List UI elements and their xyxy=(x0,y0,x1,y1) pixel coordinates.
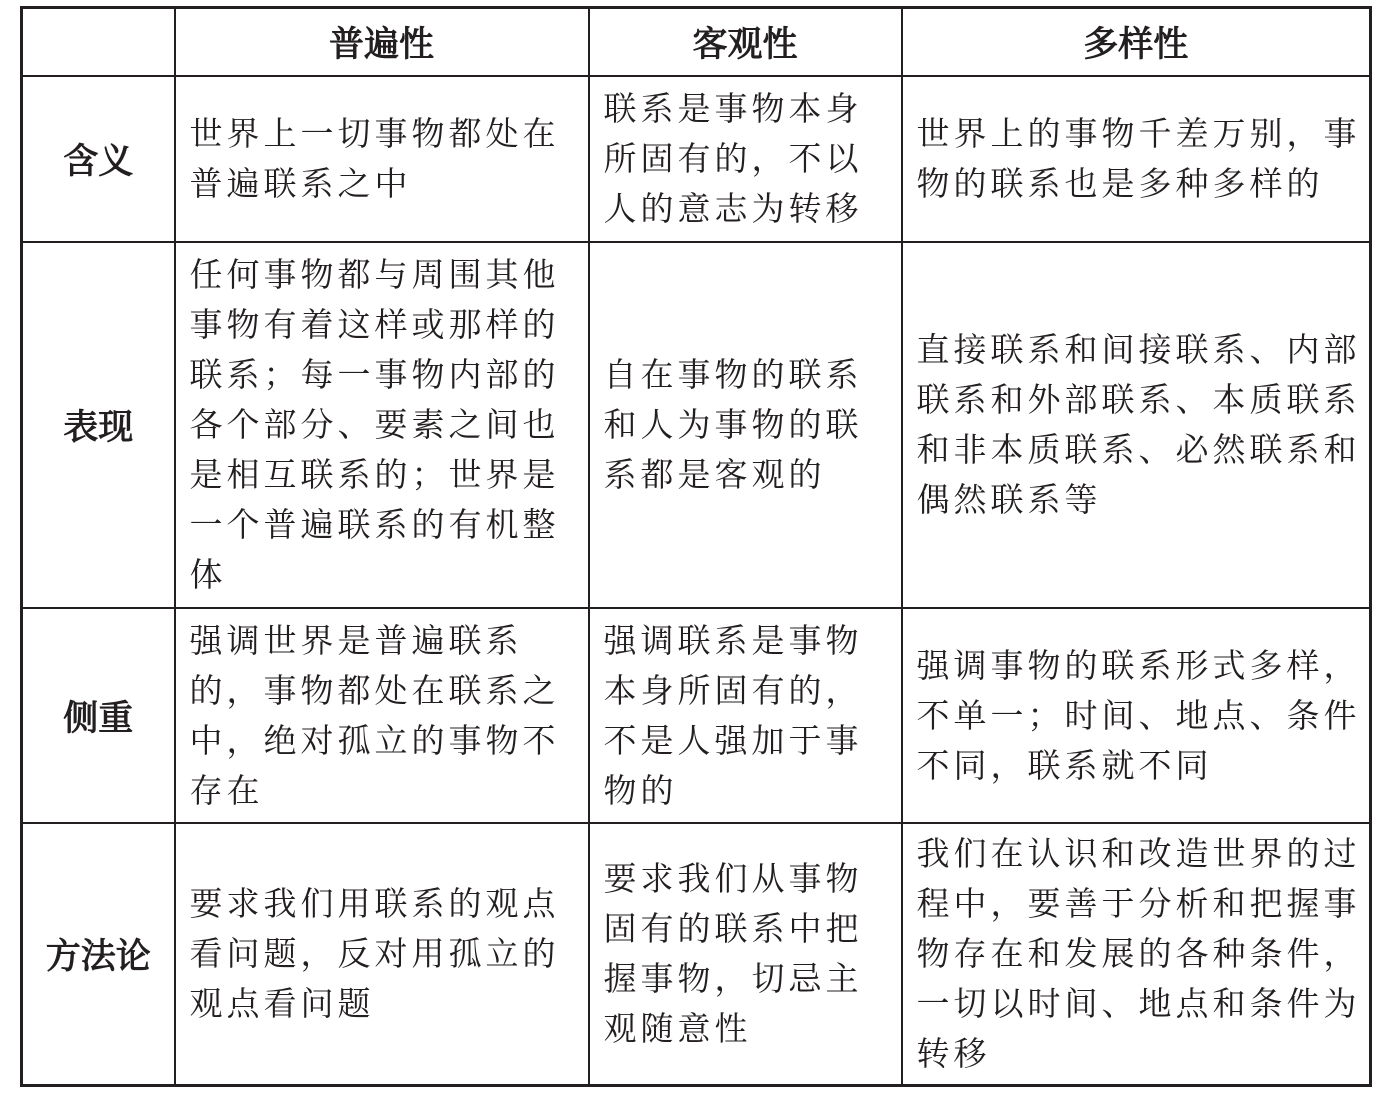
table-row-methodology xyxy=(22,823,1371,1085)
table-row-meaning xyxy=(22,76,1371,242)
table-row-emphasis xyxy=(22,608,1371,823)
column-header-objectivity: 客观性 xyxy=(589,8,902,77)
cell-manifestation-objectivity: 自在事物的联系和人为事物的联系都是客观的 xyxy=(589,242,902,608)
row-header-manifestation: 表现 xyxy=(22,242,175,608)
row-header-emphasis: 侧重 xyxy=(22,608,175,823)
header-row xyxy=(22,8,1371,77)
cell-emphasis-universality: 强调世界是普遍联系的，事物都处在联系之中，绝对孤立的事物不存在 xyxy=(175,608,589,823)
row-header-meaning: 含义 xyxy=(22,76,175,242)
cell-meaning-objectivity: 联系是事物本身所固有的，不以人的意志为转移 xyxy=(589,76,902,242)
cell-emphasis-diversity: 强调事物的联系形式多样，不单一；时间、地点、条件不同，联系就不同 xyxy=(902,608,1371,823)
cell-methodology-objectivity: 要求我们从事物固有的联系中把握事物，切忌主观随意性 xyxy=(589,823,902,1085)
cell-methodology-diversity: 我们在认识和改造世界的过程中，要善于分析和把握事物存在和发展的各种条件，一切以时间、地点和条件为转移 xyxy=(902,823,1371,1085)
cell-meaning-diversity: 世界上的事物千差万别，事物的联系也是多种多样的 xyxy=(902,76,1371,242)
row-header-methodology: 方法论 xyxy=(22,823,175,1085)
table-row-manifestation xyxy=(22,242,1371,608)
cell-emphasis-objectivity: 强调联系是事物本身所固有的，不是人强加于事物的 xyxy=(589,608,902,823)
column-header-diversity: 多样性 xyxy=(902,8,1371,77)
corner-cell xyxy=(22,8,175,77)
comparison-table xyxy=(20,6,1372,1087)
cell-meaning-universality: 世界上一切事物都处在普遍联系之中 xyxy=(175,76,589,242)
cell-methodology-universality: 要求我们用联系的观点看问题，反对用孤立的观点看问题 xyxy=(175,823,589,1085)
cell-manifestation-diversity: 直接联系和间接联系、内部联系和外部联系、本质联系和非本质联系、必然联系和偶然联系等 xyxy=(902,242,1371,608)
cell-manifestation-universality: 任何事物都与周围其他事物有着这样或那样的联系；每一事物内部的各个部分、要素之间也是相互联系的；世界是一个普遍联系的有机整体 xyxy=(175,242,589,608)
column-header-universality: 普遍性 xyxy=(175,8,589,77)
